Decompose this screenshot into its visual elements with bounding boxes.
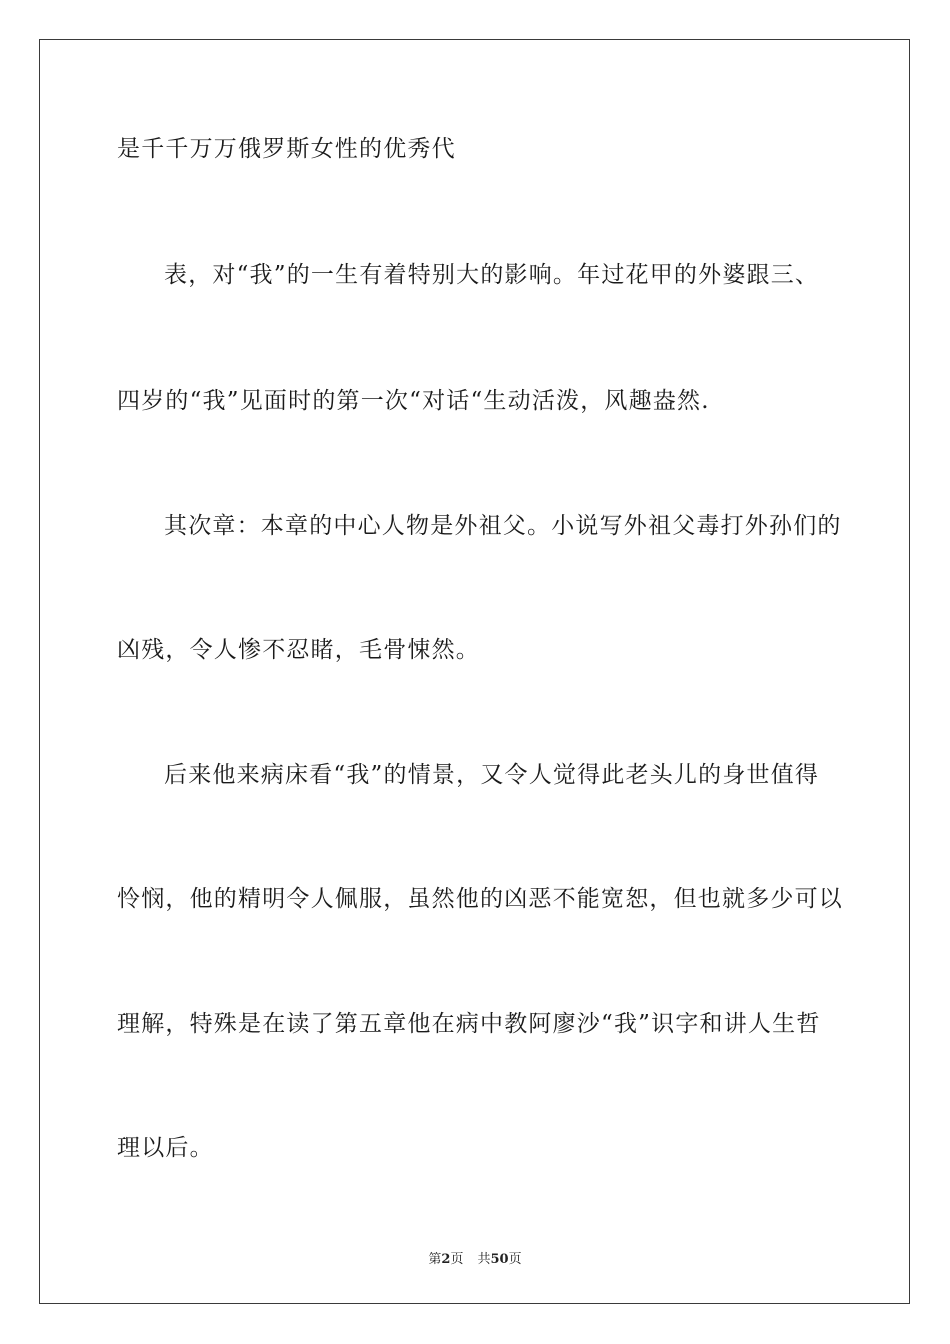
text-line-4: 其次章：本章的中心人物是外祖父。小说写外祖父毒打外孙们的 [164, 513, 842, 539]
text-line-8: 理解，特殊是在读了第五章他在病中教阿廖沙“我”识字和讲人生哲 [117, 1011, 821, 1037]
footer-page-suffix: 页 [450, 1252, 464, 1267]
text-line-9: 理以后。 [117, 1135, 214, 1161]
footer-total-suffix: 页 [508, 1252, 522, 1267]
text-line-7: 怜悯，他的精明令人佩服，虽然他的凶恶不能宽恕，但也就多少可以 [117, 886, 843, 912]
footer-page-prefix: 第 [428, 1252, 442, 1267]
footer-total-prefix: 共 [477, 1252, 491, 1267]
text-line-1: 是千千万万俄罗斯女性的优秀代 [117, 136, 456, 162]
text-line-5: 凶残，令人惨不忍睹，毛骨悚然。 [117, 637, 480, 663]
footer-total-pages: 50 [490, 1252, 509, 1267]
text-line-3: 四岁的“我”见面时的第一次“对话“生动活泼，风趣盎然. [117, 388, 710, 414]
text-line-6: 后来他来病床看“我”的情景，又令人觉得此老头儿的身世值得 [164, 762, 820, 788]
page-footer [0, 1248, 950, 1267]
page-border [39, 39, 910, 1304]
text-line-2: 表，对“我”的一生有着特别大的影响。年过花甲的外婆跟三、 [164, 262, 820, 288]
footer-page-number: 2 [441, 1252, 451, 1267]
